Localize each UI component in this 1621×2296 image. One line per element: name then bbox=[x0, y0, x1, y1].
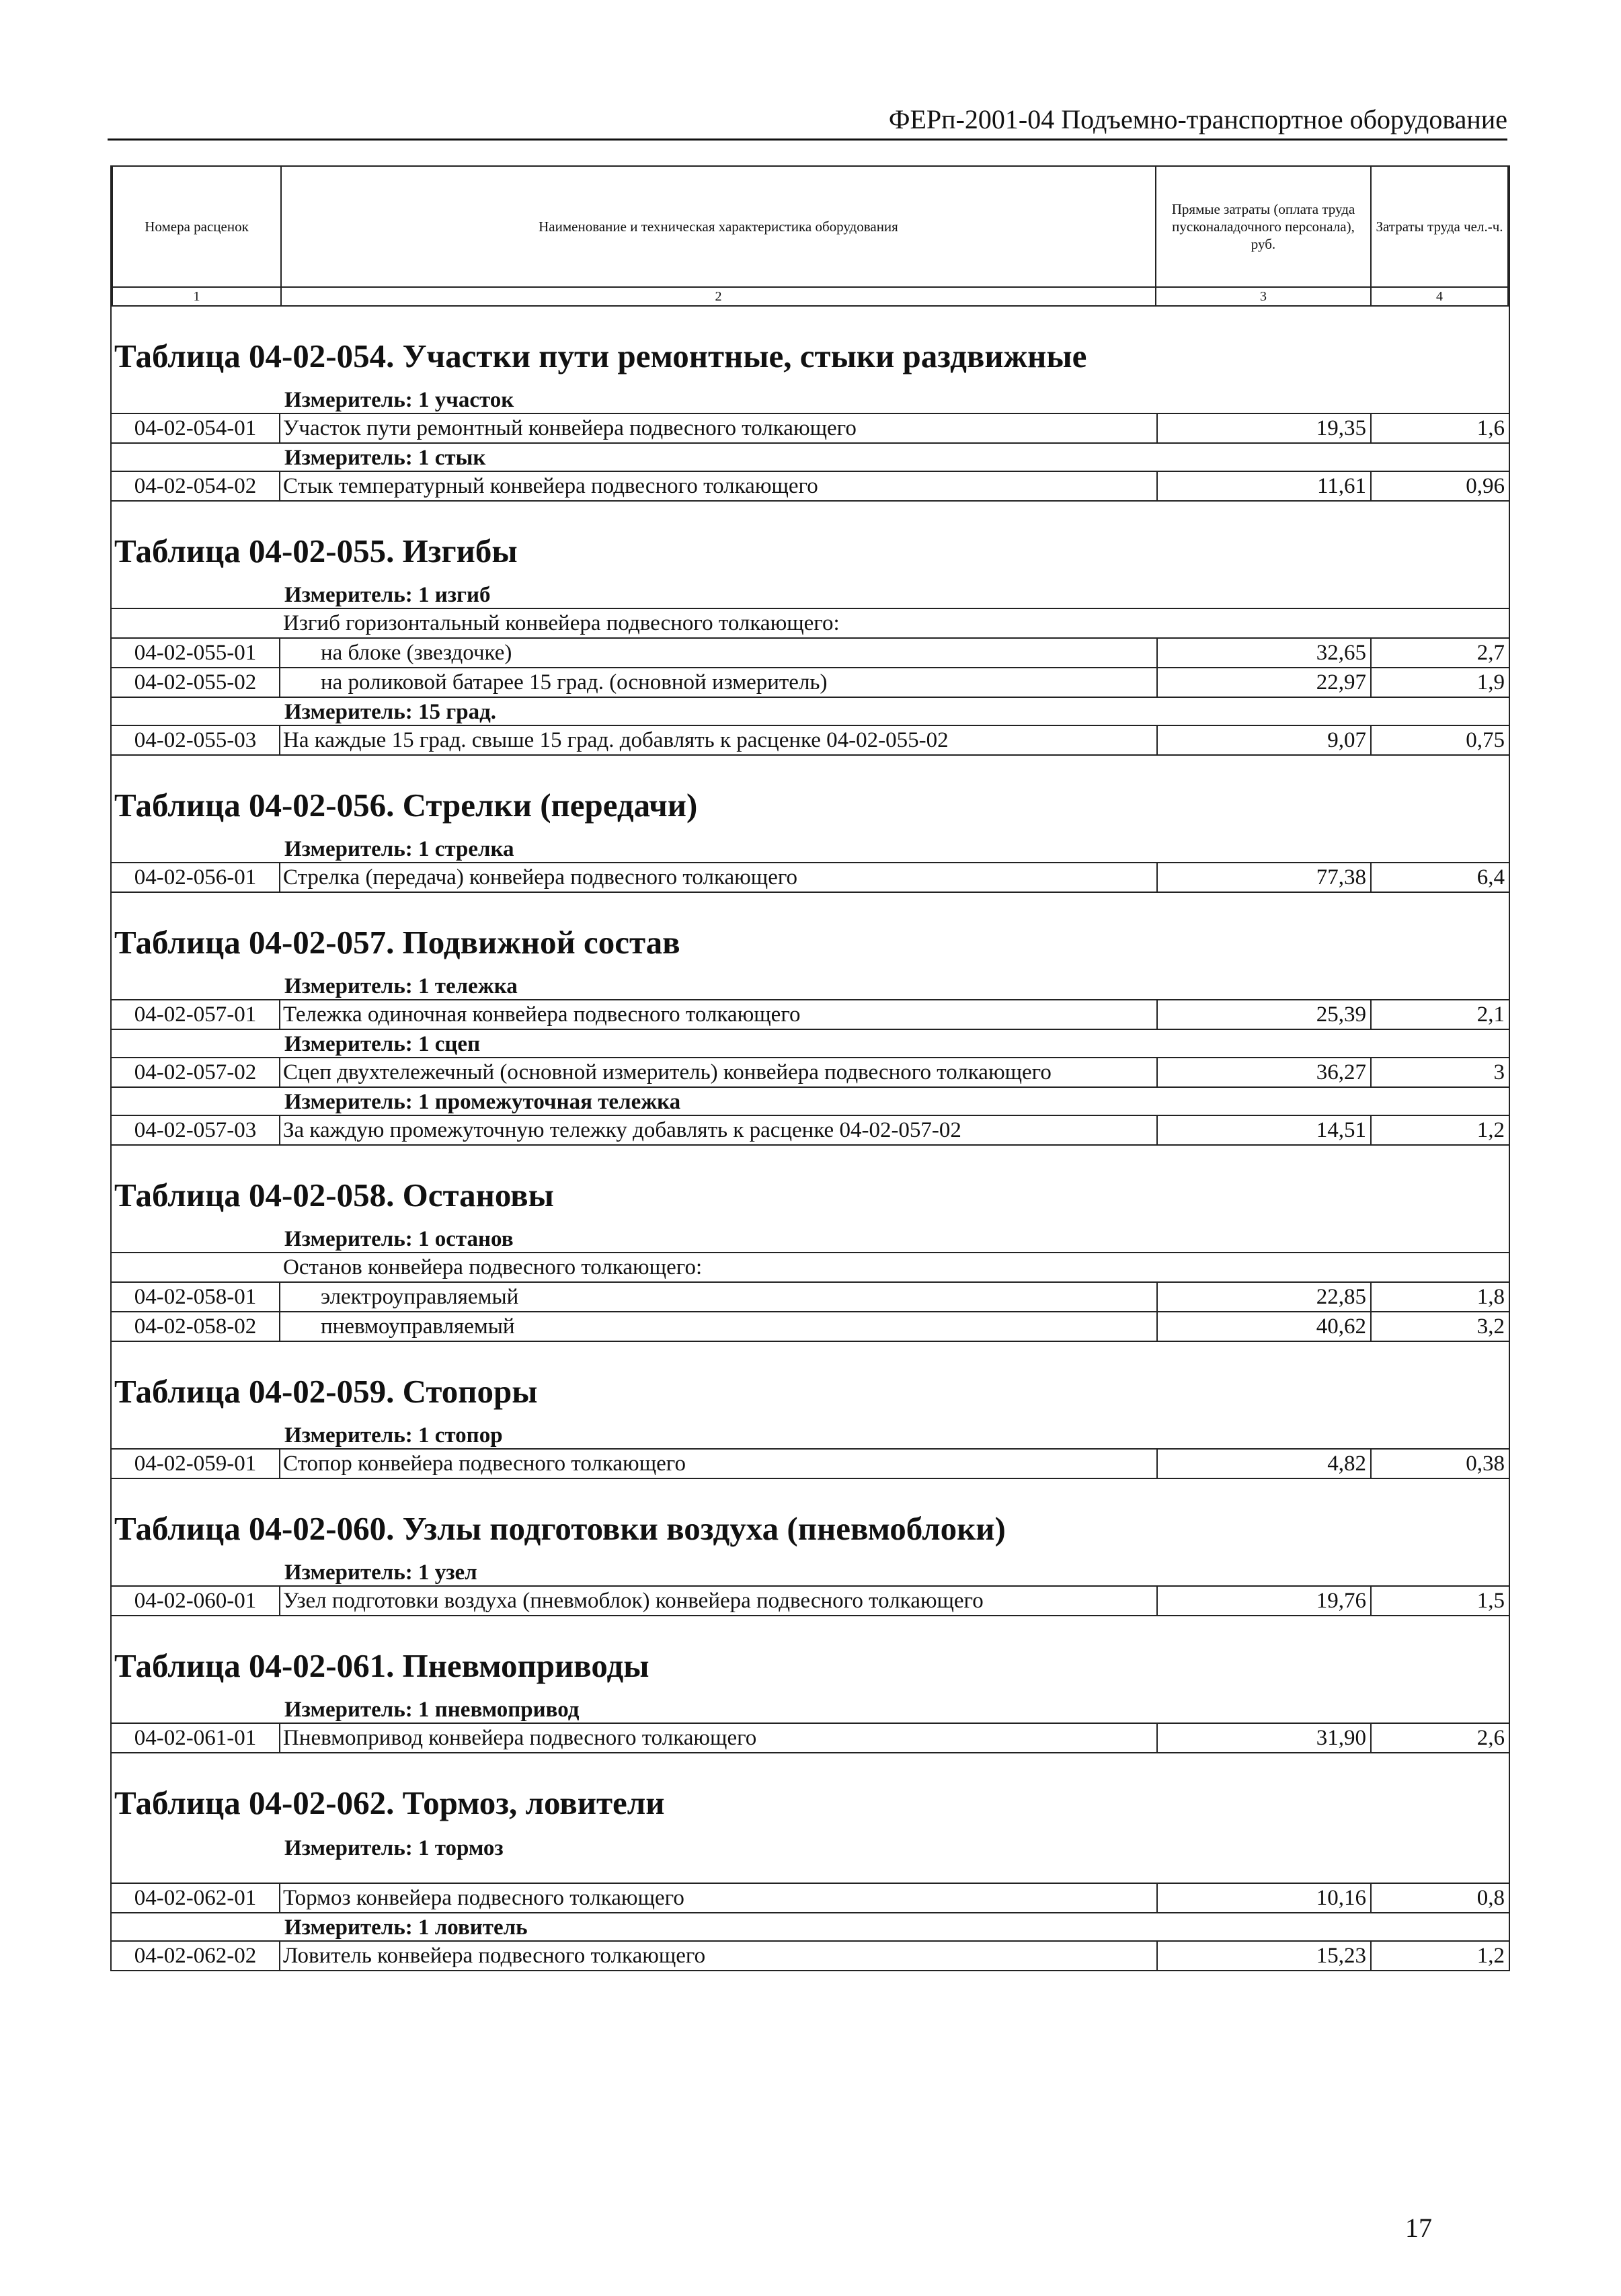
measure-row bbox=[112, 1088, 1509, 1116]
section-title: Таблица 04-02-061. Пневмоприводы bbox=[114, 1647, 649, 1684]
rate-labor: 2,6 bbox=[1476, 1726, 1505, 1750]
measure-label: Измеритель: 1 промежуточная тележка bbox=[284, 1090, 681, 1114]
rate-code: 04-02-062-01 bbox=[112, 1884, 280, 1912]
rate-price: 22,85 bbox=[1156, 1283, 1372, 1311]
table-row bbox=[112, 1942, 1509, 1970]
measure-label: Измеритель: 1 стык bbox=[284, 446, 486, 470]
rate-price: 40,62 bbox=[1156, 1312, 1372, 1341]
measure-row bbox=[112, 1913, 1509, 1942]
rate-price: 77,38 bbox=[1156, 863, 1372, 892]
rate-labor: 1,8 bbox=[1476, 1285, 1505, 1309]
measure-row bbox=[112, 386, 1509, 414]
table-row bbox=[112, 1116, 1509, 1146]
group-row bbox=[112, 1253, 1509, 1283]
rate-price: 25,39 bbox=[1156, 1000, 1372, 1029]
rate-code: 04-02-060-01 bbox=[112, 1587, 280, 1615]
rate-labor: 3,2 bbox=[1476, 1314, 1505, 1339]
rate-name: Тележка одиночная конвейера подвесного толкающего bbox=[283, 1002, 801, 1027]
measure-label: Измеритель: 1 изгиб bbox=[284, 583, 491, 607]
table-row bbox=[112, 726, 1509, 756]
rate-name: электроуправляемый bbox=[321, 1285, 519, 1309]
rate-code: 04-02-055-02 bbox=[112, 668, 280, 697]
column-number-4: 4 bbox=[1371, 287, 1508, 306]
measure-row bbox=[112, 1833, 1509, 1884]
group-row bbox=[112, 609, 1509, 639]
section-title: Таблица 04-02-054. Участки пути ремонтные, стыки раздвижные bbox=[114, 338, 1087, 374]
rate-code: 04-02-062-02 bbox=[112, 1942, 280, 1970]
measure-row bbox=[112, 1225, 1509, 1253]
rate-labor: 0,96 bbox=[1466, 474, 1505, 498]
section-04-02-061 bbox=[112, 1616, 1509, 1753]
rate-code: 04-02-054-02 bbox=[112, 472, 280, 500]
measure-row bbox=[112, 1421, 1509, 1450]
rate-name: на блоке (звездочке) bbox=[321, 641, 512, 665]
rate-name: Стык температурный конвейера подвесного толкающего bbox=[283, 474, 818, 498]
measure-row bbox=[112, 698, 1509, 726]
measure-row bbox=[112, 1696, 1509, 1724]
rate-labor: 6,4 bbox=[1476, 865, 1505, 889]
table-row bbox=[112, 472, 1509, 502]
section-04-02-057 bbox=[112, 893, 1509, 1146]
rate-price: 15,23 bbox=[1156, 1942, 1372, 1970]
rate-code: 04-02-059-01 bbox=[112, 1450, 280, 1478]
group-label: Изгиб горизонтальный конвейера подвесного толкающего: bbox=[283, 611, 840, 635]
table-row bbox=[112, 863, 1509, 893]
rate-code: 04-02-055-03 bbox=[112, 726, 280, 754]
rate-labor: 1,5 bbox=[1476, 1589, 1505, 1613]
rate-name: Стрелка (передача) конвейера подвесного толкающего bbox=[283, 865, 798, 889]
section-04-02-059 bbox=[112, 1342, 1509, 1479]
rate-labor: 1,9 bbox=[1476, 670, 1505, 695]
column-number-2: 2 bbox=[281, 287, 1156, 306]
page-header bbox=[108, 102, 1507, 141]
rate-code: 04-02-054-01 bbox=[112, 414, 280, 442]
page-number: 17 bbox=[1405, 2213, 1432, 2243]
table-row bbox=[112, 1000, 1509, 1030]
table-row bbox=[112, 1724, 1509, 1753]
section-title: Таблица 04-02-056. Стрелки (передачи) bbox=[114, 787, 698, 824]
rate-name: Ловитель конвейера подвесного толкающего bbox=[283, 1944, 706, 1968]
rate-price: 19,76 bbox=[1156, 1587, 1372, 1615]
column-header-name: Наименование и техническая характеристика оборудования bbox=[281, 166, 1156, 287]
column-header-codes: Номера расценок bbox=[112, 166, 281, 287]
measure-label: Измеритель: 1 узел bbox=[284, 1560, 477, 1585]
rate-price: 11,61 bbox=[1156, 472, 1372, 500]
rate-labor: 1,2 bbox=[1476, 1944, 1505, 1968]
table-row bbox=[112, 1884, 1509, 1913]
section-title: Таблица 04-02-058. Остановы bbox=[114, 1177, 554, 1214]
rate-price: 19,35 bbox=[1156, 414, 1372, 442]
section-04-02-058 bbox=[112, 1146, 1509, 1342]
rate-labor: 1,2 bbox=[1476, 1118, 1505, 1142]
measure-row bbox=[112, 444, 1509, 472]
rate-price: 32,65 bbox=[1156, 639, 1372, 667]
measure-label: Измеритель: 1 тележка bbox=[284, 974, 518, 998]
rate-price: 4,82 bbox=[1156, 1450, 1372, 1478]
measure-row bbox=[112, 835, 1509, 863]
section-title: Таблица 04-02-055. Изгибы bbox=[114, 532, 518, 569]
measure-row bbox=[112, 1558, 1509, 1587]
rate-name: Сцеп двухтележечный (основной измеритель) конвейера подвесного толкающего bbox=[283, 1060, 1052, 1084]
rate-name: За каждую промежуточную тележку добавлять к расценке 04-02-057-02 bbox=[283, 1118, 961, 1142]
column-number-1: 1 bbox=[112, 287, 281, 306]
table-row bbox=[112, 1058, 1509, 1088]
table-header bbox=[112, 165, 1509, 307]
section-04-02-060 bbox=[112, 1479, 1509, 1616]
section-title: Таблица 04-02-057. Подвижной состав bbox=[114, 924, 680, 961]
section-title: Таблица 04-02-060. Узлы подготовки воздуха (пневмоблоки) bbox=[114, 1510, 1006, 1547]
measure-row bbox=[112, 581, 1509, 609]
rate-price: 36,27 bbox=[1156, 1058, 1372, 1086]
rate-labor: 0,38 bbox=[1466, 1452, 1505, 1476]
rate-labor: 2,7 bbox=[1476, 641, 1505, 665]
header-title: ФЕРп-2001-04 Подъемно-транспортное оборудование bbox=[888, 104, 1507, 134]
rates-table bbox=[110, 165, 1510, 1971]
measure-label: Измеритель: 15 град. bbox=[284, 700, 497, 724]
section-title: Таблица 04-02-062. Тормоз, ловители bbox=[114, 1784, 665, 1821]
table-row bbox=[112, 414, 1509, 444]
section-04-02-062 bbox=[112, 1753, 1509, 1970]
measure-label: Измеритель: 1 пневмопривод bbox=[284, 1698, 580, 1722]
rate-price: 31,90 bbox=[1156, 1724, 1372, 1752]
rate-name: на роликовой батарее 15 град. (основной измеритель) bbox=[321, 670, 828, 695]
table-row bbox=[112, 1450, 1509, 1479]
table-row bbox=[112, 639, 1509, 668]
rate-price: 14,51 bbox=[1156, 1116, 1372, 1144]
rate-price: 10,16 bbox=[1156, 1884, 1372, 1912]
measure-label: Измеритель: 1 ловитель bbox=[284, 1915, 528, 1940]
measure-label: Измеритель: 1 останов bbox=[284, 1227, 514, 1251]
rate-name: Тормоз конвейера подвесного толкающего bbox=[283, 1886, 684, 1910]
rate-name: Участок пути ремонтный конвейера подвесного толкающего bbox=[283, 416, 857, 440]
table-row bbox=[112, 1587, 1509, 1616]
rate-code: 04-02-056-01 bbox=[112, 863, 280, 892]
rate-code: 04-02-057-02 bbox=[112, 1058, 280, 1086]
section-04-02-056 bbox=[112, 756, 1509, 893]
column-header-direct-costs: Прямые затраты (оплата труда пусконаладочного персонала), руб. bbox=[1156, 166, 1371, 287]
rate-code: 04-02-061-01 bbox=[112, 1724, 280, 1752]
rate-labor: 0,8 bbox=[1476, 1886, 1505, 1910]
section-title: Таблица 04-02-059. Стопоры bbox=[114, 1373, 538, 1410]
table-row bbox=[112, 1312, 1509, 1342]
measure-label: Измеритель: 1 участок bbox=[284, 388, 514, 412]
measure-label: Измеритель: 1 сцеп bbox=[284, 1032, 481, 1056]
column-number-3: 3 bbox=[1156, 287, 1371, 306]
measure-label: Измеритель: 1 стопор bbox=[284, 1423, 503, 1448]
rate-code: 04-02-058-02 bbox=[112, 1312, 280, 1341]
rate-name: Пневмопривод конвейера подвесного толкающего bbox=[283, 1726, 757, 1750]
rate-code: 04-02-057-01 bbox=[112, 1000, 280, 1029]
section-04-02-055 bbox=[112, 502, 1509, 756]
rate-labor: 2,1 bbox=[1476, 1002, 1505, 1027]
measure-label: Измеритель: 1 тормоз bbox=[284, 1836, 504, 1860]
measure-row bbox=[112, 972, 1509, 1000]
rate-name: Узел подготовки воздуха (пневмоблок) конвейера подвесного толкающего bbox=[283, 1589, 984, 1613]
group-label: Останов конвейера подвесного толкающего: bbox=[283, 1255, 703, 1279]
rate-code: 04-02-057-03 bbox=[112, 1116, 280, 1144]
rate-code: 04-02-058-01 bbox=[112, 1283, 280, 1311]
rate-labor: 0,75 bbox=[1466, 728, 1505, 752]
rate-name: На каждые 15 град. свыше 15 град. добавлять к расценке 04-02-055-02 bbox=[283, 728, 949, 752]
rate-labor: 3 bbox=[1493, 1060, 1505, 1084]
section-04-02-054 bbox=[112, 307, 1509, 502]
rate-price: 22,97 bbox=[1156, 668, 1372, 697]
measure-label: Измеритель: 1 стрелка bbox=[284, 837, 514, 861]
rate-price: 9,07 bbox=[1156, 726, 1372, 754]
rate-labor: 1,6 bbox=[1476, 416, 1505, 440]
rate-code: 04-02-055-01 bbox=[112, 639, 280, 667]
table-row bbox=[112, 1283, 1509, 1312]
rate-name: Стопор конвейера подвесного толкающего bbox=[283, 1452, 686, 1476]
column-header-labor: Затраты труда чел.-ч. bbox=[1371, 166, 1508, 287]
measure-row bbox=[112, 1030, 1509, 1058]
table-row bbox=[112, 668, 1509, 698]
rate-name: пневмоуправляемый bbox=[321, 1314, 515, 1339]
